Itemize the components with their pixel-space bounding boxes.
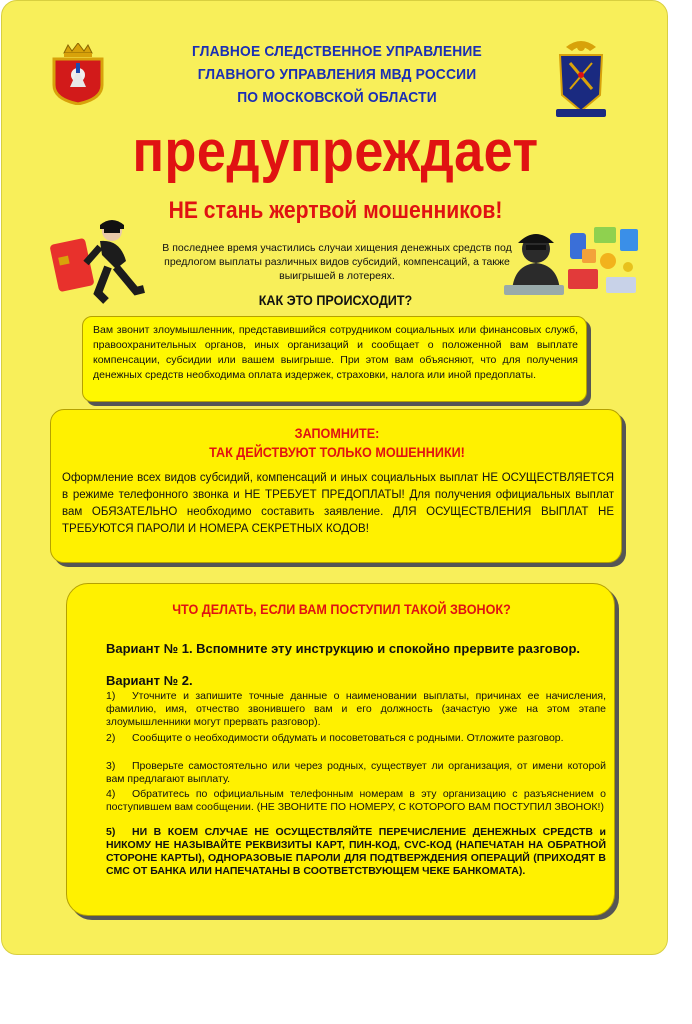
what-to-do-box [66,583,615,916]
item-text: Сообщите о необходимости обдумать и посоветоваться с родными. Отложите разговор. [132,732,564,744]
how-text: Вам звонит злоумышленник, представившийся сотрудником социальных или финансовых служб, правоохранительных органов, иных организаций и сообщает о положенной вам выплате компенсации, субсидии или вашем выигрыше. При этом вам объясняют, что для получения денежных средств необходима оплата издержек, страховки, налога или иной предоплаты. [93,324,578,381]
item-text: Проверьте самостоятельно или через родных, существует ли организация, от имени которой вам предлагают выплату. [106,760,606,785]
header-line-3: ПО МОСКОВСКОЙ ОБЛАСТИ [237,89,437,106]
subtitle: НЕ стань жертвой мошенников! [168,197,503,224]
moscow-region-coat-of-arms-icon [50,43,106,105]
header-line-1: ГЛАВНОЕ СЛЕДСТВЕННОЕ УПРАВЛЕНИЕ [192,43,482,60]
remember-text: Оформление всех видов субсидий, компенсаций и иных социальных выплат НЕ ОСУЩЕСТВЛЯЕТСЯ в режиме телефонного звонка и НЕ ТРЕБУЕТ ПРЕДОПЛАТЫ! Для получения официальных выплат вам ОБЯЗАТЕЛЬНО необходимо составить заявление. ДЛЯ ОСУЩЕСТВЛЕНИЯ ВЫПЛАТ НЕ ТРЕБУЮТСЯ ПАРОЛИ И НОМЕРА СЕКРЕТНЫХ КОДОВ! [62,472,614,535]
list-item [106,788,606,814]
item-number: 5) [106,826,116,838]
intro-text: В последнее время участились случаи хищения денежных средств под предлогом выплаты различных видов субсидий, компенсаций, а также выигрышей в лотереях. [162,242,512,282]
investigative-department-emblem-icon [550,35,612,121]
item-text: Обратитесь по официальным телефонным номерам в эту организацию с разъяснением о поступившем вам сообщении. (НЕ ЗВОНИТЕ ПО НОМЕРУ, С КОТОРОГО ВАМ ПОСТУПИЛ ЗВОНОК!) [106,788,606,813]
main-title: предупреждает [132,119,539,184]
remember-subheading: ТАК ДЕЙСТВУЮТ ТОЛЬКО МОШЕННИКИ! [209,444,465,460]
list-item [106,732,606,745]
item-number: 1) [106,690,116,702]
how-heading: КАК ЭТО ПРОИСХОДИТ? [258,292,413,308]
list-item [106,826,606,878]
item-number: 3) [106,760,116,772]
variant-1: Вариант № 1. Вспомните эту инструкцию и спокойно прервите разговор. [106,641,581,656]
item-text: Уточните и запишите точные данные о наименовании выплаты, причинах ее начисления, фамилию, имя, отчество звонившего вам и его должность (зачастую уже на этом этапе злоумышленники могут прервать разговор). [106,690,606,728]
what-to-do-heading: ЧТО ДЕЛАТЬ, ЕСЛИ ВАМ ПОСТУПИЛ ТАКОЙ ЗВОНОК? [172,601,511,617]
item-number: 4) [106,788,116,800]
how-it-happens-box [82,316,587,402]
list-item [106,760,606,786]
remember-heading: ЗАПОМНИТЕ: [294,425,380,441]
remember-box [50,409,622,563]
item-number: 2) [106,732,116,744]
item-text: НИ В КОЕМ СЛУЧАЕ НЕ ОСУЩЕСТВЛЯЙТЕ ПЕРЕЧИСЛЕНИЕ ДЕНЕЖНЫХ СРЕДСТВ и НИКОМУ НЕ НАЗЫВАЙТЕ РЕКВИЗИТЫ КАРТ, ПИН-КОД, CVC-КОД (НАПЕЧАТАН НА ОБРАТНОЙ СТОРОНЕ КАРТЫ), ОДНОРАЗОВЫЕ ПАРОЛИ ДЛЯ ПОДТВЕРЖДЕНИЯ ОПЕРАЦИЙ (ПРИХОДЯТ В СМС ОТ БАНКА ИЛИ НАПЕЧАТАНЫ В СООТВЕТСТВУЮЩЕМ ЧЕКЕ БАНКОМАТА). [106,826,606,877]
variant-2: Вариант № 2. [106,673,193,688]
header-line-2: ГЛАВНОГО УПРАВЛЕНИЯ МВД РОССИИ [197,66,477,83]
poster [1,0,668,955]
list-item [106,690,606,729]
